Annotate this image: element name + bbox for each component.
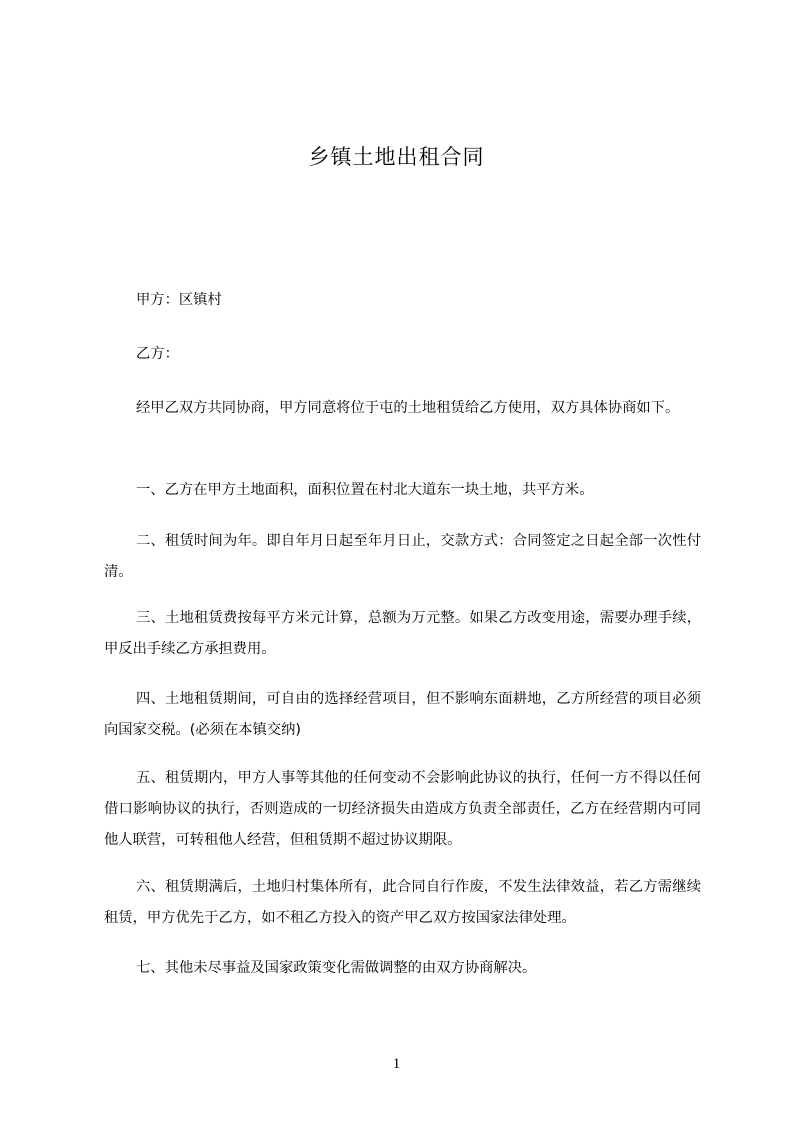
party-a-line: 甲方：区镇村 bbox=[136, 292, 222, 308]
page-number: 1 bbox=[392, 1056, 401, 1072]
clause-6: 六、租赁期满后，土地归村集体所有，此合同自行作废，不发生法律效益，若乙方需继续租赁，甲方优先于乙方，如不租乙方投入的资产甲乙双方按国家法律处理。 bbox=[104, 879, 701, 926]
clause-1: 一、乙方在甲方土地面积，面积位置在村北大道东一块土地，共平方米。 bbox=[136, 482, 594, 498]
clause-5: 五、租赁期内，甲方人事等其他的任何变动不会影响此协议的执行，任何一方不得以任何借口影响协议的执行，否则造成的一切经济损失由造成方负责全部责任，乙方在经营期内可同他人联营，可转租他人经营，但租赁期不超过协议期限。 bbox=[104, 770, 701, 848]
clause-3: 三、土地租赁费按每平方米元计算，总额为万元整。如果乙方改变用途，需要办理手续，甲反出手续乙方承担费用。 bbox=[104, 610, 701, 657]
document-title: 乡镇土地出租合同 bbox=[308, 145, 485, 169]
intro-paragraph: 经甲乙双方共同协商，甲方同意将位于屯的土地租赁给乙方使用，双方具体协商如下。 bbox=[136, 400, 680, 416]
party-b-line: 乙方： bbox=[136, 346, 179, 362]
clause-2: 二、租赁时间为年。即自年月日起至年月日止，交款方式：合同签定之日起全部一次性付清。 bbox=[104, 533, 701, 580]
clause-4: 四、土地租赁期间，可自由的选择经营项目，但不影响东面耕地，乙方所经营的项目必须向国家交税。(必须在本镇交纳) bbox=[104, 691, 701, 738]
clause-7: 七、其他未尽事益及国家政策变化需做调整的由双方协商解决。 bbox=[136, 960, 537, 976]
